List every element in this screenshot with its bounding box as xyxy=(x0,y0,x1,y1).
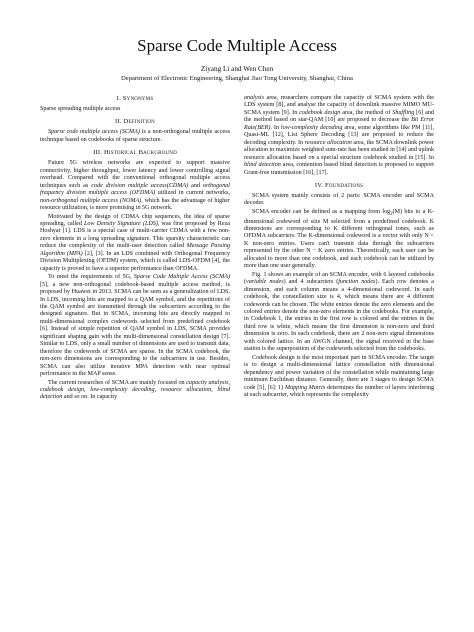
paper-authors: Ziyang Li and Wen Chen xyxy=(200,65,274,73)
right-column xyxy=(244,95,434,403)
paragraph: The current researches of SCMA are mainly focused on capacity analysis, codebook design, low-complexity decoding, resource allocation, blind detection and so on. In capacity xyxy=(40,379,230,401)
paragraph: SCMA encoder can be defined as a mapping from $\log_2(M)$ bits to a K-dimensional codeword of size M selected from a predefined codebook. K dimensions are corresponding to K different orthogonal tones, such as OFDMA subcarriers. The K-dimensional codeword is a vector with only N < K non-zero entries. Users can't transmit data through the subcarriers represented by the other N − K zero entries. Theoretically, each user can be allocated to more than one codebook, and each codebook can be utilized by more than one user generally. xyxy=(244,208,434,270)
paper-affiliation: Department of Electronic Engineering, Shanghai Jiao Tong University, Shanghai, China xyxy=(121,75,353,82)
paragraph: Future 5G wireless networks are expected to support massive connectivity, higher throughput, lower latency and lower controlling signal overhead. Compared with the conventional orthogonal multiple access techniques such as code division multiple access(CDMA) and orthogonal frequency division multiple access (OFDMA) utilized in current networks, non-orthogonal multiple access (NOMA), which has the advantage of higher resource utilization, is more promising in 5G network. xyxy=(40,160,231,212)
section-heading-foundations: IV. Foundations xyxy=(314,181,364,189)
paragraph: Fig. 1 shows an example of an SCMA encoder, with 6 layered codebooks (variable nodes) and 4 subcarriers (function nodes). Each row denotes a dimension, and each column means a 4-dimensional codeword. In each codebook, the constellation size is 4, which means there are 4 different codewords can be chosen. The white entries denote the zero elements and the colored entries denote the non-zero elements in the codebooks. For example, in Codebook 1, the entries in the first row is colored and the entries in the third row is white, which means the first dimension is non-zero and third dimension is zero. In each codebook, there are 2 non-zero signal dimensions with colored lattice. In an AWGN channel, the signal received in the base station is the superposition of the codewords selected from the codebooks. xyxy=(244,271,434,353)
section-heading-history: III. Historical Background xyxy=(93,149,177,157)
definition-paragraph: Sparse code multiple access (SCMA) is a non-orthogonal multiple access technique based on codebooks of sparse structure. xyxy=(40,129,230,143)
section-heading-definition: II. Definition xyxy=(115,118,155,126)
paragraph: Codebook design is the most important part in SCMA encoder. The target is to design a multi-dimensional lattice constellation with dimensional dependency and power variation of the constellation while maintaining large minimum Euclidean distance. Generally, there are 3 stages to design SCMA code [5], [6]: 1) Mapping Matrix determines the number of layers interfering at each subcarrier, which represents the complexity xyxy=(244,354,434,398)
synonyms-text: Sparse spreading multiple access xyxy=(40,106,121,112)
two-column-body xyxy=(40,95,434,403)
paper-title: Sparse Code Multiple Access xyxy=(137,36,337,55)
paragraph: Motivated by the design of CDMA chip sequences, the idea of sparse spreading, called Low Density Signature (LDS), was first proposed by Reza Hoshyar [1]. LDS is a special case of multi-carrier CDMA with a few non-zero elements in a long spreading signature. This sparsity characteristic can reduce the complexity of the multi-user detection called Message Passing Algorithm (MPA) [2], [3]. In an LDS combined with Orthogonal Frequency Division Multiplexing (OFDM) system, which is called LDS-OFDM [4], the capacity is proved to have a superior performance than OFDMA. xyxy=(40,213,231,272)
section-heading-synonyms: I. Synonyms xyxy=(116,95,154,102)
paragraph: analysis area, researchers compare the capacity of SCMA system with the LDS system [8], and analyse the capacity of downlink massive MIMO MU-SCMA system [9]. In codebook design area, the method of Shuffling [6] and the method based on star-QAM [10] are proposed to decrease the Bit Error Rate(BER). In low-complexity decoding area, some algorithms like PM [11], Quasi-ML [12], List Sphere Decoding [13] are proposed to reduce the decoding complexity. In resource allocation area, the SCMA downlink power allocation to maximize weighted sum-rate has been studied in [14] and uplink resource allocation based on a special structure codebook studied in [15]. In blind detection area, contention based blind detection is proposed to support Grant-free transmission [16], [17]. xyxy=(244,95,435,176)
left-column xyxy=(40,95,230,403)
paragraph: SCMA system mainly consists of 2 parts: SCMA encoder and SCMA decoder. xyxy=(244,192,434,207)
paragraph: To meet the requirements of 5G, Sparse Code Multiple Access (SCMA) [5], a new non-orthogonal codebook-based multiple access method, is proposed by Huawei in 2013. SCMA can be seen as a generalization of LDS. In LDS, incoming bits are mapped to a QAM symbol, and the repetitions of the QAM symbol are transmitted through the subcarriers according to the designed signature. But in SCMA, incoming bits are directly mapped to multi-dimensional complex codewords selected from predefined codebook [6]. Instead of simple repetition of QAM symbol in LDS, SCMA provides significant shaping gain with the multi-dimensional constellation design [7]. Similar to LDS, only a small number of dimensions are used to transmit data, therefore the codewords of SCMA are sparse. In the SCMA codebook, the non-zero dimensions are corresponding to the subcarriers in use. Besides, SCMA can also utilize iterative MPA detection with near optimal performance in the MAP sense. xyxy=(40,274,230,378)
